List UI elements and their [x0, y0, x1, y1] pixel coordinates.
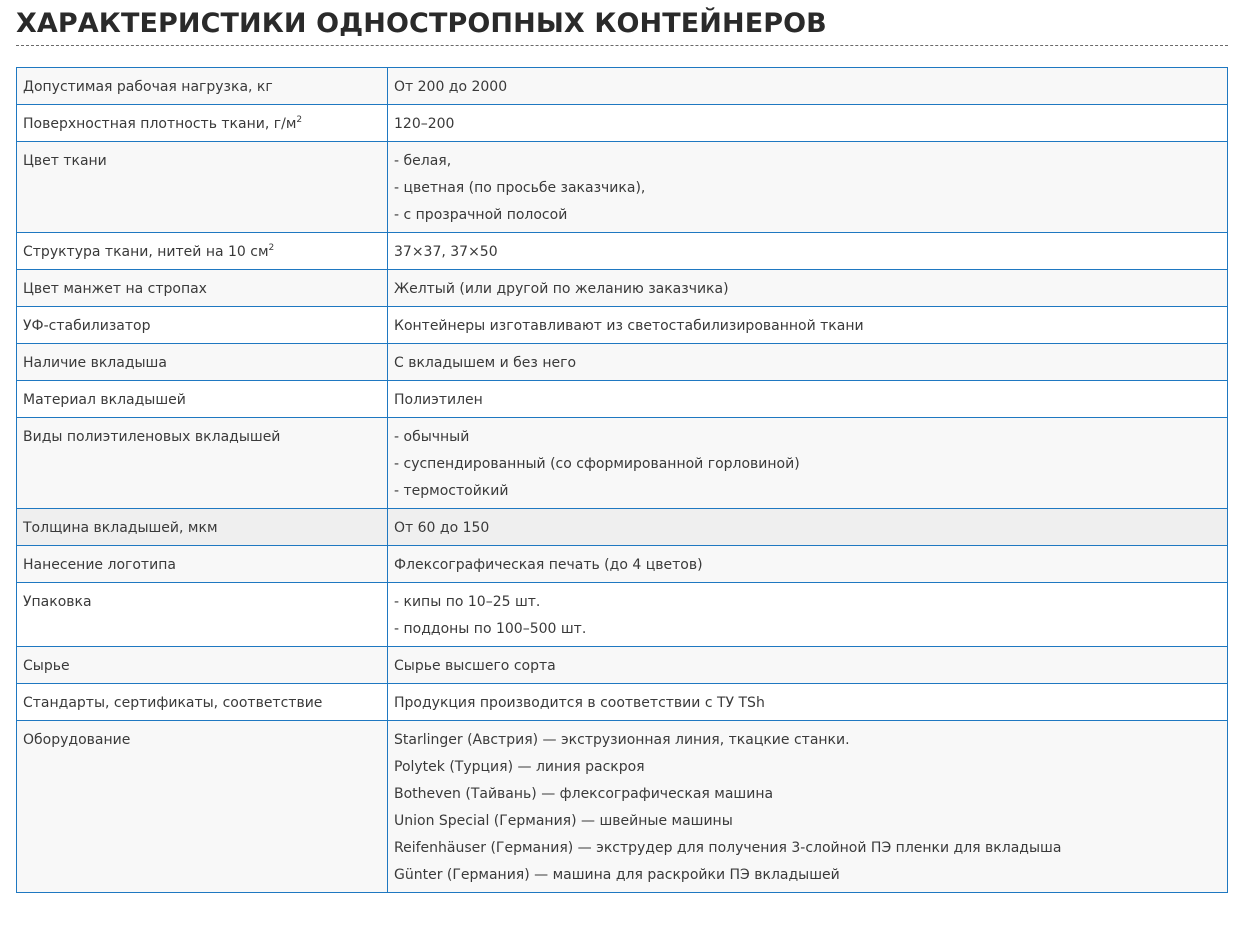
table-row	[17, 344, 1228, 381]
row-value	[388, 721, 1228, 893]
row-key-text: Стандарты, сертификаты, соответствие	[23, 695, 323, 711]
row-key	[17, 233, 388, 270]
row-value-line: - белая,	[394, 153, 452, 169]
row-key	[17, 647, 388, 684]
row-key	[17, 270, 388, 307]
row-value-line: - с прозрачной полосой	[394, 207, 568, 223]
row-key-text: Сырье	[23, 658, 70, 674]
table-row	[17, 418, 1228, 509]
row-key	[17, 142, 388, 233]
row-value-line: - цветная (по просьбе заказчика),	[394, 180, 646, 196]
table-row	[17, 546, 1228, 583]
row-value-line: - кипы по 10–25 шт.	[394, 594, 541, 610]
row-key-text: Оборудование	[23, 732, 131, 748]
row-key	[17, 509, 388, 546]
row-value-line: - термостойкий	[394, 483, 509, 499]
row-value	[388, 68, 1228, 105]
row-value	[388, 684, 1228, 721]
row-value	[388, 270, 1228, 307]
table-row	[17, 307, 1228, 344]
row-value	[388, 142, 1228, 233]
row-value-line: - обычный	[394, 429, 470, 445]
row-key-text: Структура ткани, нитей на 10 см	[23, 244, 269, 260]
row-value-line: Полиэтилен	[394, 392, 483, 408]
row-value	[388, 381, 1228, 418]
table-row	[17, 142, 1228, 233]
row-value-line: 37×37, 37×50	[394, 244, 498, 260]
row-value	[388, 418, 1228, 509]
row-value	[388, 344, 1228, 381]
row-value-line: От 200 до 2000	[394, 79, 508, 95]
row-key-text: Упаковка	[23, 594, 92, 610]
row-value-line: Продукция производится в соответствии с ТУ TSh	[394, 695, 765, 711]
row-key	[17, 684, 388, 721]
row-value	[388, 105, 1228, 142]
row-value	[388, 583, 1228, 647]
row-key-text: Допустимая рабочая нагрузка, кг	[23, 79, 273, 95]
row-key	[17, 344, 388, 381]
row-key	[17, 546, 388, 583]
page-title: ХАРАКТЕРИСТИКИ ОДНОСТРОПНЫХ КОНТЕЙНЕРОВ	[16, 6, 1228, 46]
row-value-line: Флексографическая печать (до 4 цветов)	[394, 557, 703, 573]
row-value	[388, 307, 1228, 344]
row-value	[388, 233, 1228, 270]
table-row	[17, 721, 1228, 893]
row-key-text: УФ-стабилизатор	[23, 318, 151, 334]
row-key	[17, 381, 388, 418]
table-row	[17, 105, 1228, 142]
table-row	[17, 583, 1228, 647]
row-key-text: Виды полиэтиленовых вкладышей	[23, 429, 281, 445]
row-key	[17, 721, 388, 893]
row-value-line: Контейнеры изготавливают из светостабилизированной ткани	[394, 318, 864, 334]
row-key-text: Цвет ткани	[23, 153, 107, 169]
row-key-text: Наличие вкладыша	[23, 355, 167, 371]
table-row	[17, 684, 1228, 721]
row-key-text: Цвет манжет на стропах	[23, 281, 207, 297]
row-key-text: Материал вкладышей	[23, 392, 186, 408]
table-row	[17, 647, 1228, 684]
row-value	[388, 546, 1228, 583]
row-value	[388, 647, 1228, 684]
row-value	[388, 509, 1228, 546]
table-row	[17, 381, 1228, 418]
table-row-highlighted	[17, 509, 1228, 546]
row-key-text: Толщина вкладышей, мкм	[23, 520, 218, 536]
row-key-text: Поверхностная плотность ткани, г/м	[23, 116, 297, 132]
row-value-line: Union Special (Германия) — швейные машины	[394, 813, 733, 829]
row-value-line: - суспендированный (со сформированной горловиной)	[394, 456, 800, 472]
superscript: 2	[296, 115, 303, 125]
row-key	[17, 583, 388, 647]
row-value-line: - поддоны по 100–500 шт.	[394, 621, 587, 637]
row-value-line: Желтый (или другой по желанию заказчика)	[394, 281, 729, 297]
row-value-line: С вкладышем и без него	[394, 355, 577, 371]
row-key	[17, 307, 388, 344]
specs-table-body	[17, 68, 1228, 893]
table-row	[17, 270, 1228, 307]
superscript: 2	[268, 243, 275, 253]
table-row	[17, 233, 1228, 270]
row-key	[17, 418, 388, 509]
row-value-line: Günter (Германия) — машина для раскройки ПЭ вкладышей	[394, 867, 840, 883]
row-value-line: 120–200	[394, 116, 455, 132]
row-value-line: Reifenhäuser (Германия) — экструдер для получения 3-слойной ПЭ пленки для вкладыша	[394, 840, 1062, 856]
row-value-line: От 60 до 150	[394, 520, 490, 536]
specs-table	[16, 67, 1228, 893]
table-row	[17, 68, 1228, 105]
row-value-line: Сырье высшего сорта	[394, 658, 556, 674]
row-key	[17, 68, 388, 105]
row-value-line: Botheven (Тайвань) — флексографическая машина	[394, 786, 774, 802]
row-value-line: Polytek (Турция) — линия раскроя	[394, 759, 645, 775]
row-key	[17, 105, 388, 142]
row-key-text: Нанесение логотипа	[23, 557, 176, 573]
row-value-line: Starlinger (Австрия) — экструзионная линия, ткацкие станки.	[394, 732, 850, 748]
